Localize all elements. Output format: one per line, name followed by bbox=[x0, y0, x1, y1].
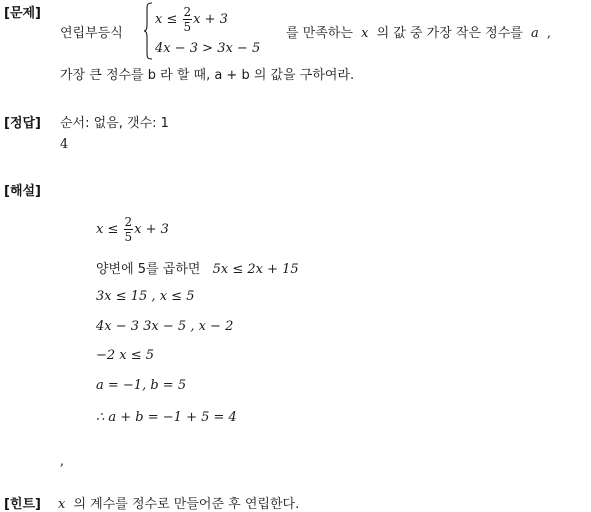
tail1-a: a bbox=[530, 26, 539, 41]
step2-text: 양변에 5를 곱하면 bbox=[96, 262, 201, 277]
ineq1-lhs: x ≤ bbox=[155, 12, 178, 27]
step-4: 4x − 3 3x − 5 , x − 2 bbox=[96, 319, 234, 334]
tail1-var: x bbox=[361, 26, 369, 41]
problem-tail-line1 bbox=[286, 22, 551, 41]
inequality-1 bbox=[155, 6, 228, 33]
hint-line bbox=[58, 493, 299, 512]
explanation-trailing-comma: , bbox=[60, 454, 65, 469]
ineq1-denominator: 5 bbox=[183, 20, 192, 34]
ineq1-numerator: 2 bbox=[183, 5, 192, 19]
step1-fraction bbox=[124, 216, 134, 243]
step-3: 3x ≤ 15 , x ≤ 5 bbox=[96, 289, 195, 304]
step-7: ∴ a + b = −1 + 5 = 4 bbox=[96, 410, 237, 425]
hint-var: x bbox=[58, 497, 66, 512]
left-brace bbox=[143, 2, 153, 60]
ineq1-fraction bbox=[183, 6, 193, 33]
step-2 bbox=[96, 258, 299, 277]
step-6: a = −1, b = 5 bbox=[96, 378, 187, 393]
step-5: −2 x ≤ 5 bbox=[96, 348, 155, 363]
answer-tag: [정답] bbox=[4, 116, 41, 131]
explanation-tag: [해설] bbox=[4, 184, 41, 199]
problem-lead: 연립부등식 bbox=[60, 26, 123, 41]
problem-tag: [문제] bbox=[4, 6, 41, 21]
inequality-2: 4x − 3 > 3x − 5 bbox=[155, 41, 261, 56]
step1-lhs: x ≤ bbox=[96, 222, 119, 237]
problem-line2: 가장 큰 정수를 b 라 할 때, a + b 의 값을 구하여라. bbox=[60, 68, 355, 83]
step-1 bbox=[96, 216, 169, 243]
answer-value: 4 bbox=[60, 137, 69, 152]
step1-numerator: 2 bbox=[124, 215, 133, 229]
tail1-mid: 의 값 중 가장 작은 정수를 bbox=[376, 26, 523, 41]
answer-order: 순서: 없음, 갯수: 1 bbox=[60, 116, 169, 131]
hint-tag: [힌트] bbox=[4, 497, 41, 512]
step1-rhs: x + 3 bbox=[134, 222, 169, 237]
step2-math: 5x ≤ 2x + 15 bbox=[212, 262, 299, 277]
hint-text: 의 계수를 정수로 만들어준 후 연립한다. bbox=[73, 497, 300, 512]
step1-denominator: 5 bbox=[124, 230, 133, 244]
tail1-end: , bbox=[546, 26, 551, 41]
ineq1-rhs: x + 3 bbox=[193, 12, 228, 27]
tail1-pre: 를 만족하는 bbox=[286, 26, 353, 41]
